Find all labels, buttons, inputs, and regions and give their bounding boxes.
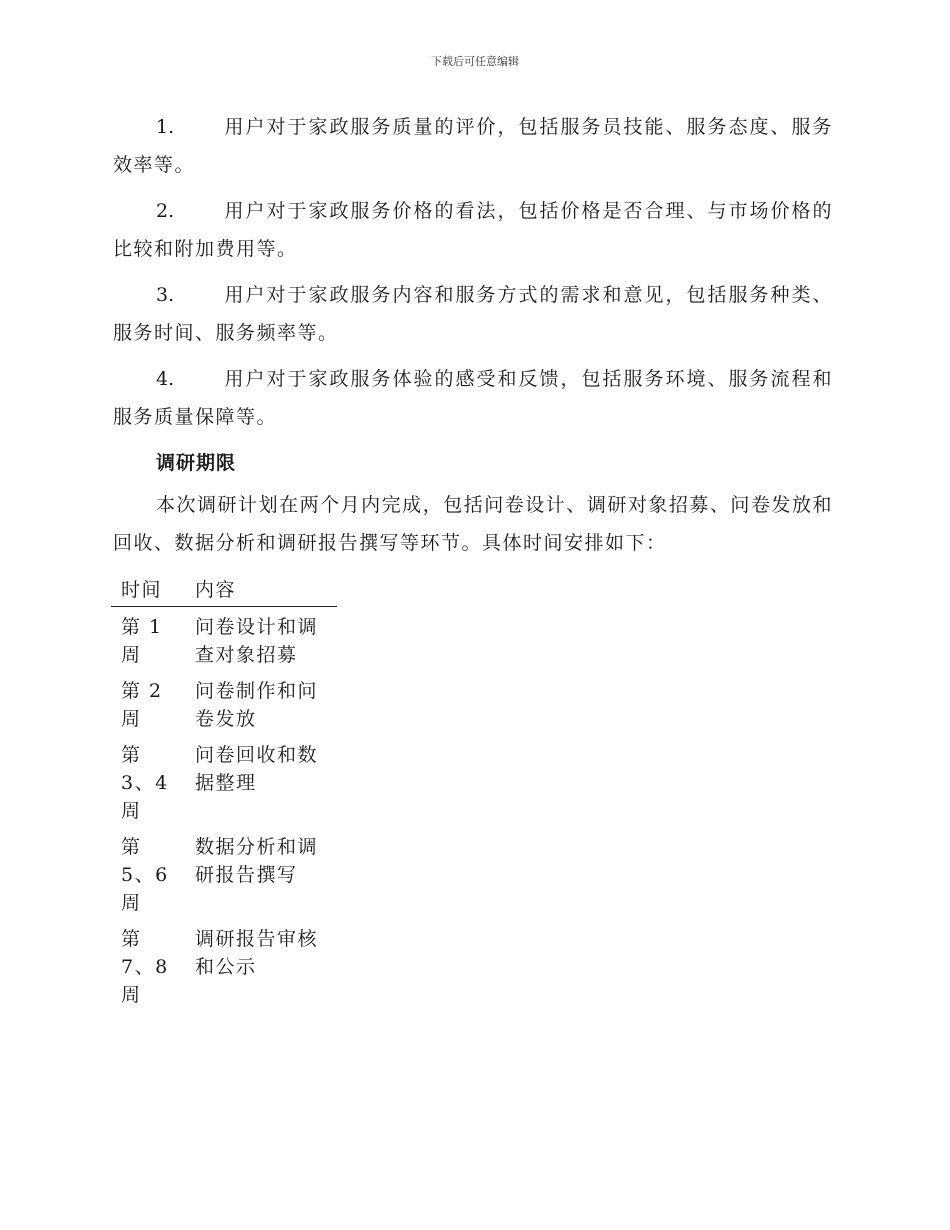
cell-content: 问卷制作和问卷发放 <box>195 680 319 730</box>
schedule-table <box>111 576 337 1011</box>
table-row <box>111 735 337 827</box>
cell-time: 第 7、8 周 <box>121 928 169 1006</box>
list-item-number: 3. <box>156 284 175 306</box>
list-item-number: 2. <box>156 200 175 222</box>
list-item <box>113 108 833 184</box>
page-header: 下载后可任意编辑 <box>431 55 519 68</box>
cell-time: 第 3、4 周 <box>121 744 169 822</box>
list-item-text: 用户对于家政服务体验的感受和反馈，包括服务环境、服务流程和服务质量保障等。 <box>113 368 833 428</box>
cell-content: 数据分析和调研报告撰写 <box>195 836 319 886</box>
list-item <box>113 192 833 268</box>
list-item <box>113 276 833 352</box>
table-header-row <box>111 576 337 607</box>
cell-time: 第 5、6 周 <box>121 836 169 914</box>
list-item <box>113 360 833 436</box>
list-item-text: 用户对于家政服务内容和服务方式的需求和意见，包括服务种类、服务时间、服务频率等。 <box>113 284 833 344</box>
list-item-number: 4. <box>156 368 175 390</box>
column-header-content: 内容 <box>185 576 337 607</box>
table-row <box>111 919 337 1011</box>
column-header-time: 时间 <box>111 576 185 607</box>
section-intro: 本次调研计划在两个月内完成，包括问卷设计、调研对象招募、问卷发放和回收、数据分析和调研报告撰写等环节。具体时间安排如下： <box>113 494 833 554</box>
document-body <box>113 108 833 1011</box>
list-item-text: 用户对于家政服务价格的看法，包括价格是否合理、与市场价格的比较和附加费用等。 <box>113 200 833 260</box>
section-heading: 调研期限 <box>156 452 237 474</box>
list-item-text: 用户对于家政服务质量的评价，包括服务员技能、服务态度、服务效率等。 <box>113 116 833 176</box>
cell-content: 问卷设计和调查对象招募 <box>195 616 319 666</box>
cell-content: 调研报告审核和公示 <box>195 928 319 978</box>
cell-time: 第 2 周 <box>121 680 163 730</box>
table-row <box>111 607 337 672</box>
list-item-number: 1. <box>156 116 175 138</box>
cell-time: 第 1 周 <box>121 616 163 666</box>
table-row <box>111 827 337 919</box>
table-row <box>111 671 337 735</box>
cell-content: 问卷回收和数据整理 <box>195 744 319 794</box>
